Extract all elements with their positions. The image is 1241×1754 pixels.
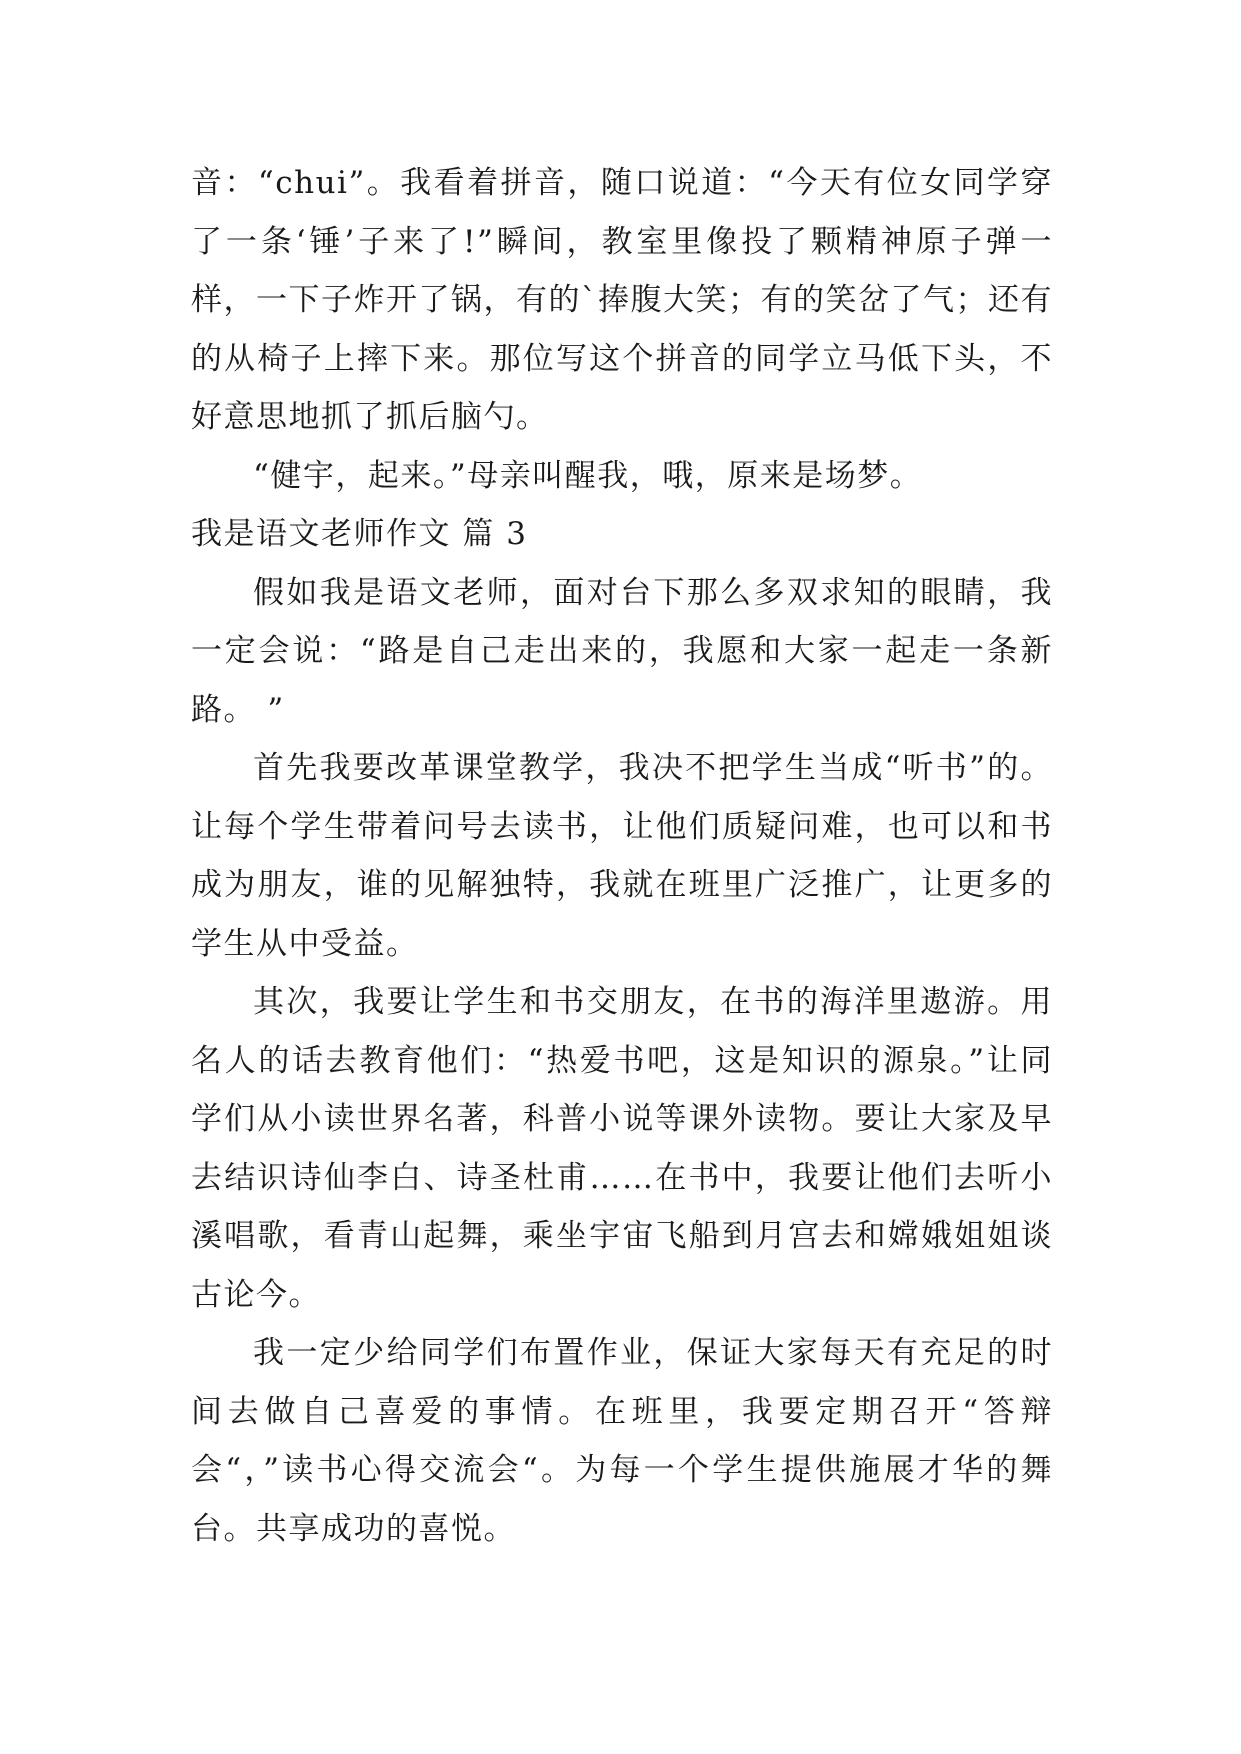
paragraph-intro: 假如我是语文老师，面对台下那么多双求知的眼睛，我一定会说：“路是自己走出来的，我愿和大家一起走一条新路。 ” [191, 574, 1053, 728]
section-title: 我是语文老师作文 篇 3 [191, 516, 528, 552]
paragraph-reading: 其次，我要让学生和书交朋友，在书的海洋里遨游。用名人的话去教育他们：“热爱书吧，这是知识的源泉。”让同学们从小读世界名著，科普小说等课外读物。要让大家及早去结识诗仙李白、诗圣杜甫……在书中，我要让他们去听小溪唱歌，看青山起舞，乘坐宇宙飞船到月宫去和嫦娥姐姐谈古论今。 [191, 984, 1053, 1313]
paragraph-homework: 我一定少给同学们布置作业，保证大家每天有充足的时间去做自己喜爱的事情。在班里，我要定期召开“答辩会“，”读书心得交流会“。为每一个学生提供施展才华的舞台。共享成功的喜悦。 [191, 1335, 1053, 1547]
paragraph-teaching-reform: 首先我要改革课堂教学，我决不把学生当成“听书”的。让每个学生带着问号去读书，让他们质疑问难，也可以和书成为朋友，谁的见解独特，我就在班里广泛推广，让更多的学生从中受益。 [191, 750, 1053, 962]
paragraph-dream-ending: “健宇，起来。”母亲叫醒我，哦，原来是场梦。 [253, 457, 923, 494]
paragraph-continuation: 音：“chui”。我看着拼音，随口说道：“今天有位女同学穿了一条‘锤’子来了!”瞬间，教室里像投了颗精神原子弹一样，一下子炸开了锅，有的`捧腹大笑；有的笑岔了气；还有的从椅子上摔下来。那位写这个拼音的同学立马低下头，不好意思地抓了抓后脑勺。 [191, 165, 1053, 435]
document-body [191, 154, 1053, 1558]
